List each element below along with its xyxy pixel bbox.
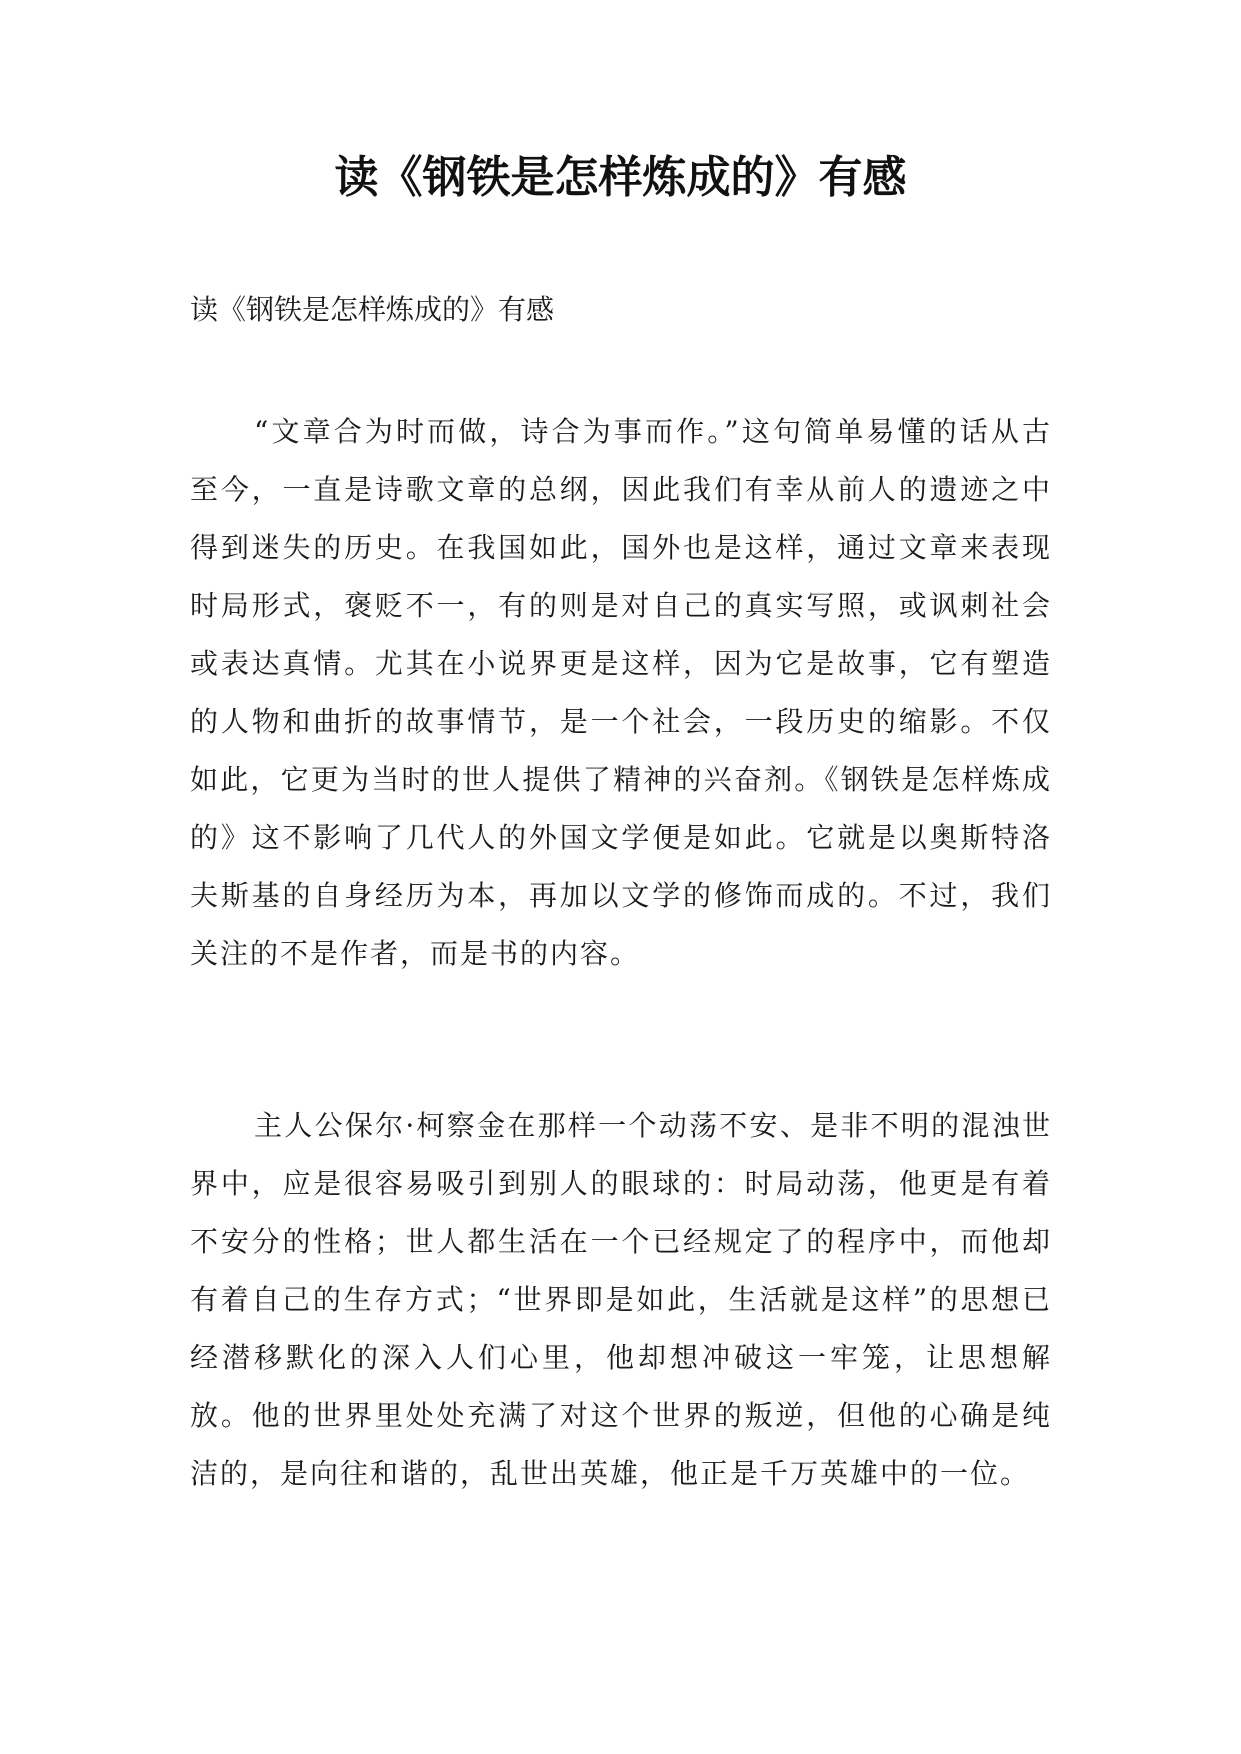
paragraph-2: 主人公保尔·柯察金在那样一个动荡不安、是非不明的混浊世界中，应是很容易吸引到别人的眼球的：时局动荡，他更是有着不安分的性格；世人都生活在一个已经规定了的程序中，而他却有着自己的生存方式；“世界即是如此，生活就是这样”的思想已经潜移默化的深入人们心里，他却想冲破这一牢笼，让思想解放。他的世界里处处充满了对这个世界的叛逆，但他的心确是纯洁的，是向往和谐的，乱世出英雄，他正是千万英雄中的一位。 — [190, 1109, 1052, 1490]
document-subtitle: 读《钢铁是怎样炼成的》有感 — [190, 293, 555, 326]
page-title: 读《钢铁是怎样炼成的》有感 — [334, 152, 907, 203]
paragraph-1: “文章合为时而做，诗合为事而作。”这句简单易懂的话从古至今，一直是诗歌文章的总纲，因此我们有幸从前人的遗迹之中得到迷失的历史。在我国如此，国外也是这样，通过文章来表现时局形式，褒贬不一，有的则是对自己的真实写照，或讽刺社会或表达真情。尤其在小说界更是这样，因为它是故事，它有塑造的人物和曲折的故事情节，是一个社会，一段历史的缩影。不仅如此，它更为当时的世人提供了精神的兴奋剂。《钢铁是怎样炼成的》这不影响了几代人的外国文学便是如此。它就是以奥斯特洛夫斯基的自身经历为本，再加以文学的修饰而成的。不过，我们关注的不是作者，而是书的内容。 — [190, 415, 1052, 970]
